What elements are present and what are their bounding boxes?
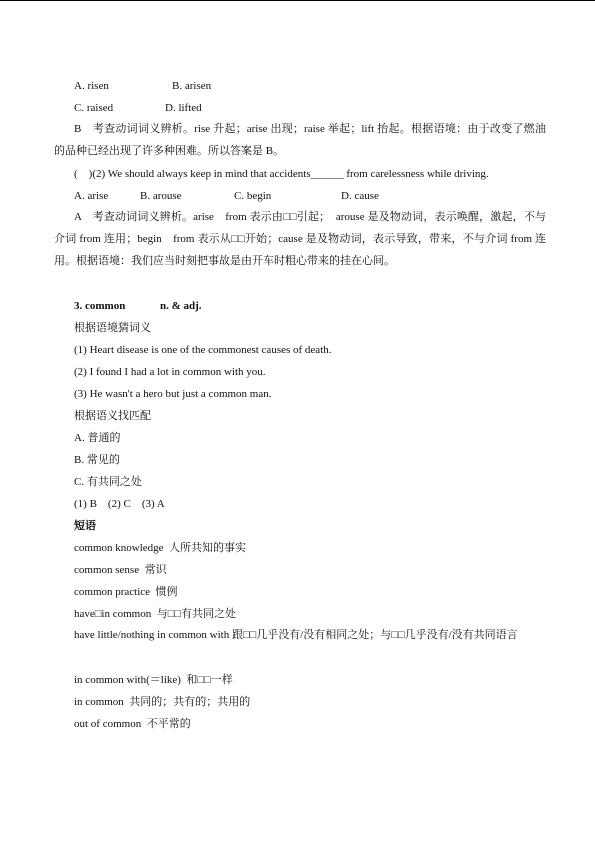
phrase-8: out of common 不平常的 — [74, 718, 191, 730]
meaning-b: B. 常见的 — [74, 454, 120, 466]
q1-explanation: B 考查动词词义辨析。rise 升起；arise 出现；raise 举起；lift 抬起。根据语境：由于改变了燃油的品种已经出现了许多种困难。所以答案是 B。 — [54, 123, 546, 157]
section-heading-pos: n. & adj. — [160, 300, 202, 312]
q1-option-c: C. raised — [74, 102, 114, 114]
q1-option-d: D. lifted — [165, 102, 202, 114]
phrase-4: have□in common 与□□有共同之处 — [74, 608, 236, 620]
q2-option-c: C. begin — [234, 190, 272, 202]
example-sentence-3: (3) He wasn't a hero but just a common man. — [74, 388, 272, 400]
phrases-title: 短语 — [74, 520, 96, 532]
phrase-1: common knowledge 人所共知的事实 — [74, 542, 247, 554]
top-border-line — [0, 0, 595, 1]
meaning-a: A. 普通的 — [74, 432, 121, 444]
phrase-3: common practice 惯例 — [74, 586, 178, 598]
phrase-6: in common with(＝like) 和□□一样 — [74, 674, 233, 686]
example-sentence-1: (1) Heart disease is one of the commonest causes of death. — [74, 344, 332, 356]
q1-option-a: A. risen — [74, 80, 109, 92]
section-heading-word: 3. common — [74, 300, 126, 312]
meaning-c: C. 有共同之处 — [74, 476, 142, 488]
q2-option-b: B. arouse — [140, 190, 182, 202]
guess-title: 根据语境猜词义 — [74, 322, 151, 334]
match-title: 根据语义找匹配 — [74, 410, 151, 422]
q2-stem: ( )(2) We should always keep in mind that accidents______ from carelessness while driving. — [74, 168, 489, 180]
example-sentence-2: (2) I found I had a lot in common with you. — [74, 366, 266, 378]
q1-option-b: B. arisen — [172, 80, 212, 92]
q2-explanation: A 考查动词词义辨析。arise from 表示由□□引起； arouse 是及物动词，表示唤醒，激起，不与介词 from 连用；begin from 表示从□□开始；cause 是及物动词，表示导致，带来，不与介词 from 连用。根据语境：我们应当时刻把事故是由开车时粗心带来的挂在心间。 — [54, 211, 546, 267]
match-answers: (1) B (2) C (3) A — [74, 498, 165, 510]
phrase-5: have little/nothing in common with 跟□□几乎没有/没有相同之处；与□□几乎没有/没有共同语言 — [74, 629, 518, 641]
q2-option-a: A. arise — [74, 190, 109, 202]
q2-option-d: D. cause — [341, 190, 379, 202]
phrase-7: in common 共同的；共有的；共用的 — [74, 696, 251, 708]
phrase-2: common sense 常识 — [74, 564, 167, 576]
